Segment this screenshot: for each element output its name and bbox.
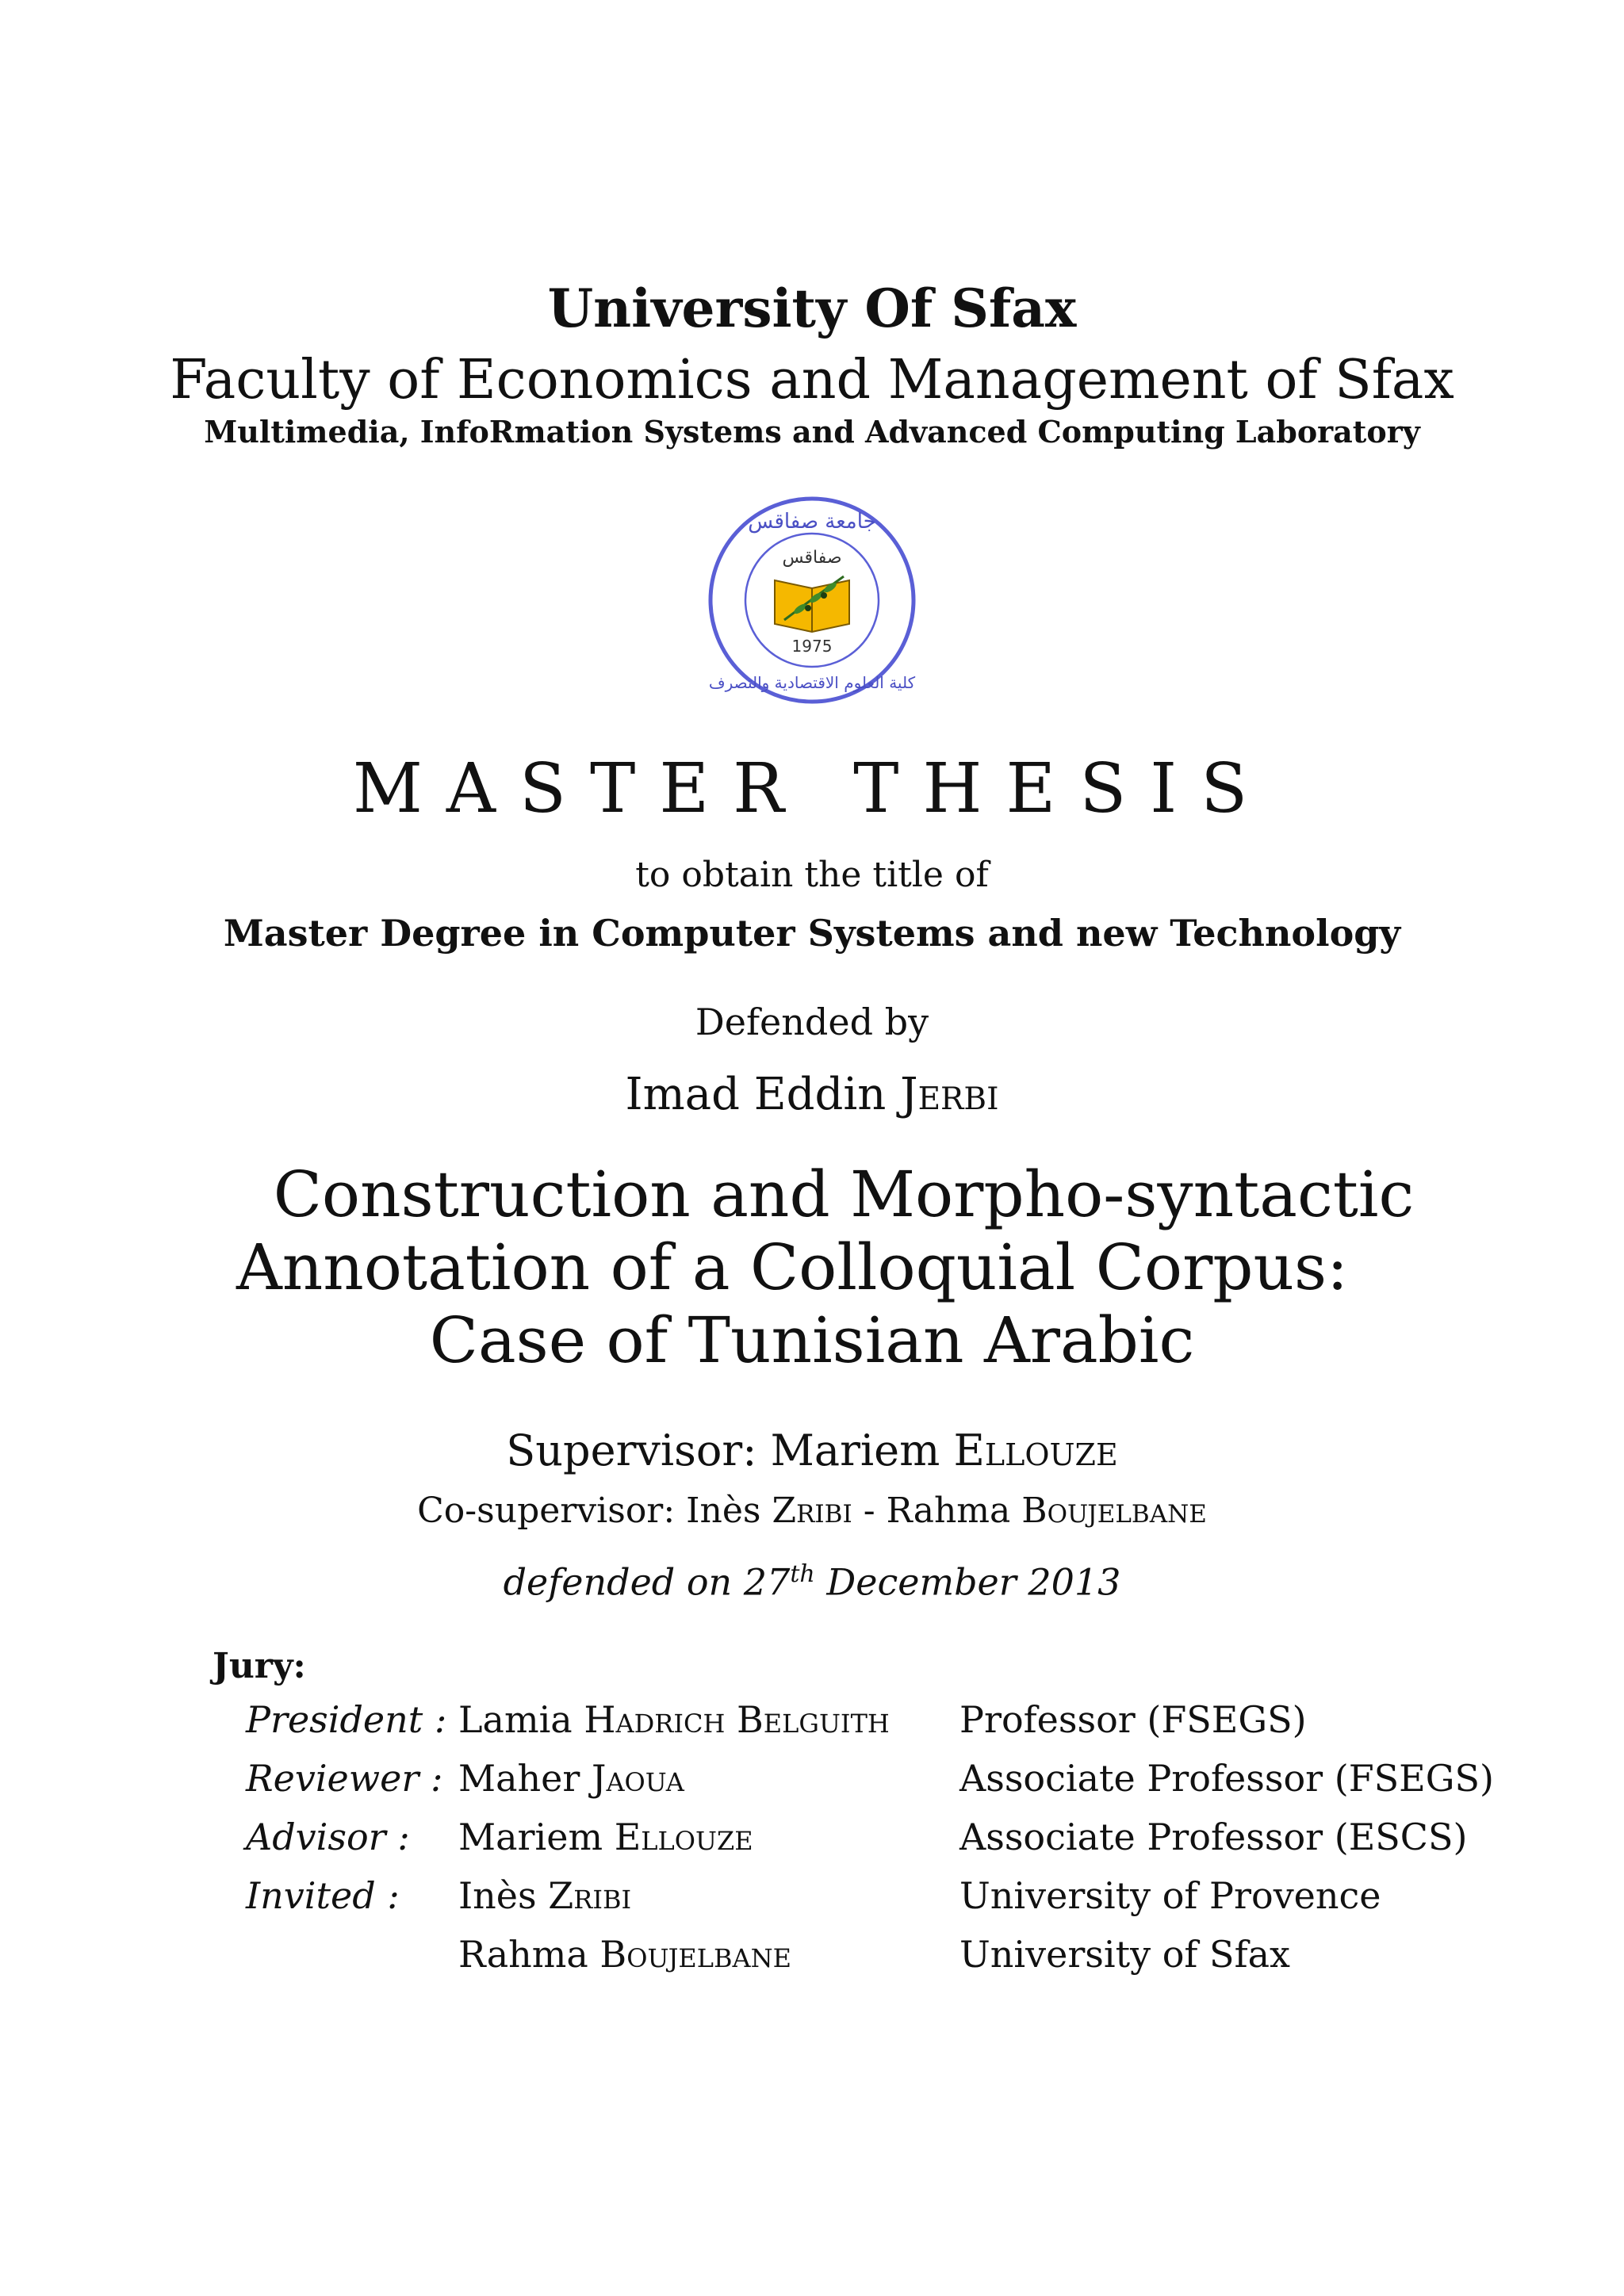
book-icon (775, 580, 849, 632)
supervisor-last-name: Ellouze (953, 1425, 1118, 1475)
faculty-seal-logo (705, 493, 919, 707)
author-name (0, 1069, 1624, 1120)
jury-first-name: Inès (458, 1874, 537, 1917)
jury-row (246, 1698, 1494, 1757)
thesis-title-line-1: Construction and Morpho-syntactic (273, 1158, 1415, 1231)
defense-date-suffix: December 2013 (826, 1560, 1121, 1604)
cosupervisor-2-last-name: Boujelbane (1021, 1490, 1207, 1531)
jury-first-name: Rahma (458, 1933, 588, 1976)
jury-affiliation: Associate Professor (ESCS) (959, 1816, 1468, 1858)
jury-affiliation: Professor (FSEGS) (959, 1698, 1307, 1741)
cosupervisor-separator: - (863, 1490, 875, 1531)
cosupervisor-1-last-name: Zribi (772, 1490, 852, 1531)
cosupervisor-1-first-name: Inès (686, 1490, 761, 1531)
defense-date (0, 1560, 1624, 1603)
supervisor-label: Supervisor: (506, 1425, 757, 1475)
document-type-heading: MASTER THESIS (352, 749, 1272, 828)
jury-role: Reviewer : (246, 1757, 443, 1800)
thesis-title-line-3: Case of Tunisian Arabic (429, 1303, 1195, 1377)
jury-first-name: Lamia (458, 1698, 573, 1741)
supervisor-first-name: Mariem (770, 1425, 940, 1475)
defense-date-prefix: defended on 27 (503, 1560, 791, 1604)
seal-icon (705, 493, 919, 707)
faculty-name: Faculty of Economics and Management of Sfax (170, 349, 1454, 411)
jury-label: Jury: (213, 1646, 306, 1686)
jury-row (246, 1816, 1494, 1874)
laboratory-name: Multimedia, InfoRmation Systems and Advanced Computing Laboratory (204, 414, 1420, 450)
jury-member-name (458, 1698, 959, 1757)
degree-name: Master Degree in Computer Systems and new Technology (223, 912, 1401, 955)
defended-by-label: Defended by (695, 1001, 929, 1043)
defense-date-ordinal: th (790, 1560, 815, 1588)
jury-row (246, 1874, 1494, 1933)
seal-top-text: جامعة صفاقس (748, 510, 876, 534)
author-last-name: Jerbi (900, 1069, 999, 1120)
jury-table (246, 1698, 1494, 1992)
jury-member-name (458, 1757, 959, 1816)
jury-last-name: Ellouze (614, 1816, 753, 1858)
jury-member-name (458, 1933, 959, 1992)
jury-role: Invited : (246, 1874, 400, 1917)
seal-bottom-text: كلية العلوم الاقتصادية والتصرف (708, 673, 916, 692)
jury-last-name: Jaoua (592, 1757, 684, 1800)
jury-affiliation: Associate Professor (FSEGS) (959, 1757, 1494, 1800)
jury-role: Advisor : (246, 1816, 410, 1858)
jury-last-name: Boujelbane (599, 1933, 791, 1976)
cosupervisor-line (0, 1490, 1624, 1531)
jury-first-name: Mariem (458, 1816, 603, 1858)
jury-member-name (458, 1874, 959, 1933)
jury-row (246, 1757, 1494, 1816)
jury-member-name (458, 1816, 959, 1874)
jury-role (246, 1933, 458, 1992)
jury-role: President : (246, 1698, 447, 1741)
cosupervisor-label: Co-supervisor: (417, 1490, 676, 1531)
university-name: University Of Sfax (547, 277, 1077, 339)
supervisor-line (0, 1425, 1624, 1475)
jury-row (246, 1933, 1494, 1992)
seal-year: 1975 (791, 637, 833, 656)
obtain-title-line: to obtain the title of (635, 855, 989, 895)
jury-last-name: Hadrich Belguith (584, 1698, 890, 1741)
seal-inner-text: صفاقس (782, 548, 842, 568)
jury-affiliation: University of Sfax (959, 1933, 1290, 1976)
jury-affiliation: University of Provence (959, 1874, 1381, 1917)
thesis-title-line-2: Annotation of a Colloquial Corpus: (236, 1230, 1349, 1304)
author-first-name: Imad Eddin (625, 1069, 887, 1120)
jury-first-name: Maher (458, 1757, 580, 1800)
jury-last-name: Zribi (548, 1874, 632, 1917)
cosupervisor-2-first-name: Rahma (886, 1490, 1011, 1531)
